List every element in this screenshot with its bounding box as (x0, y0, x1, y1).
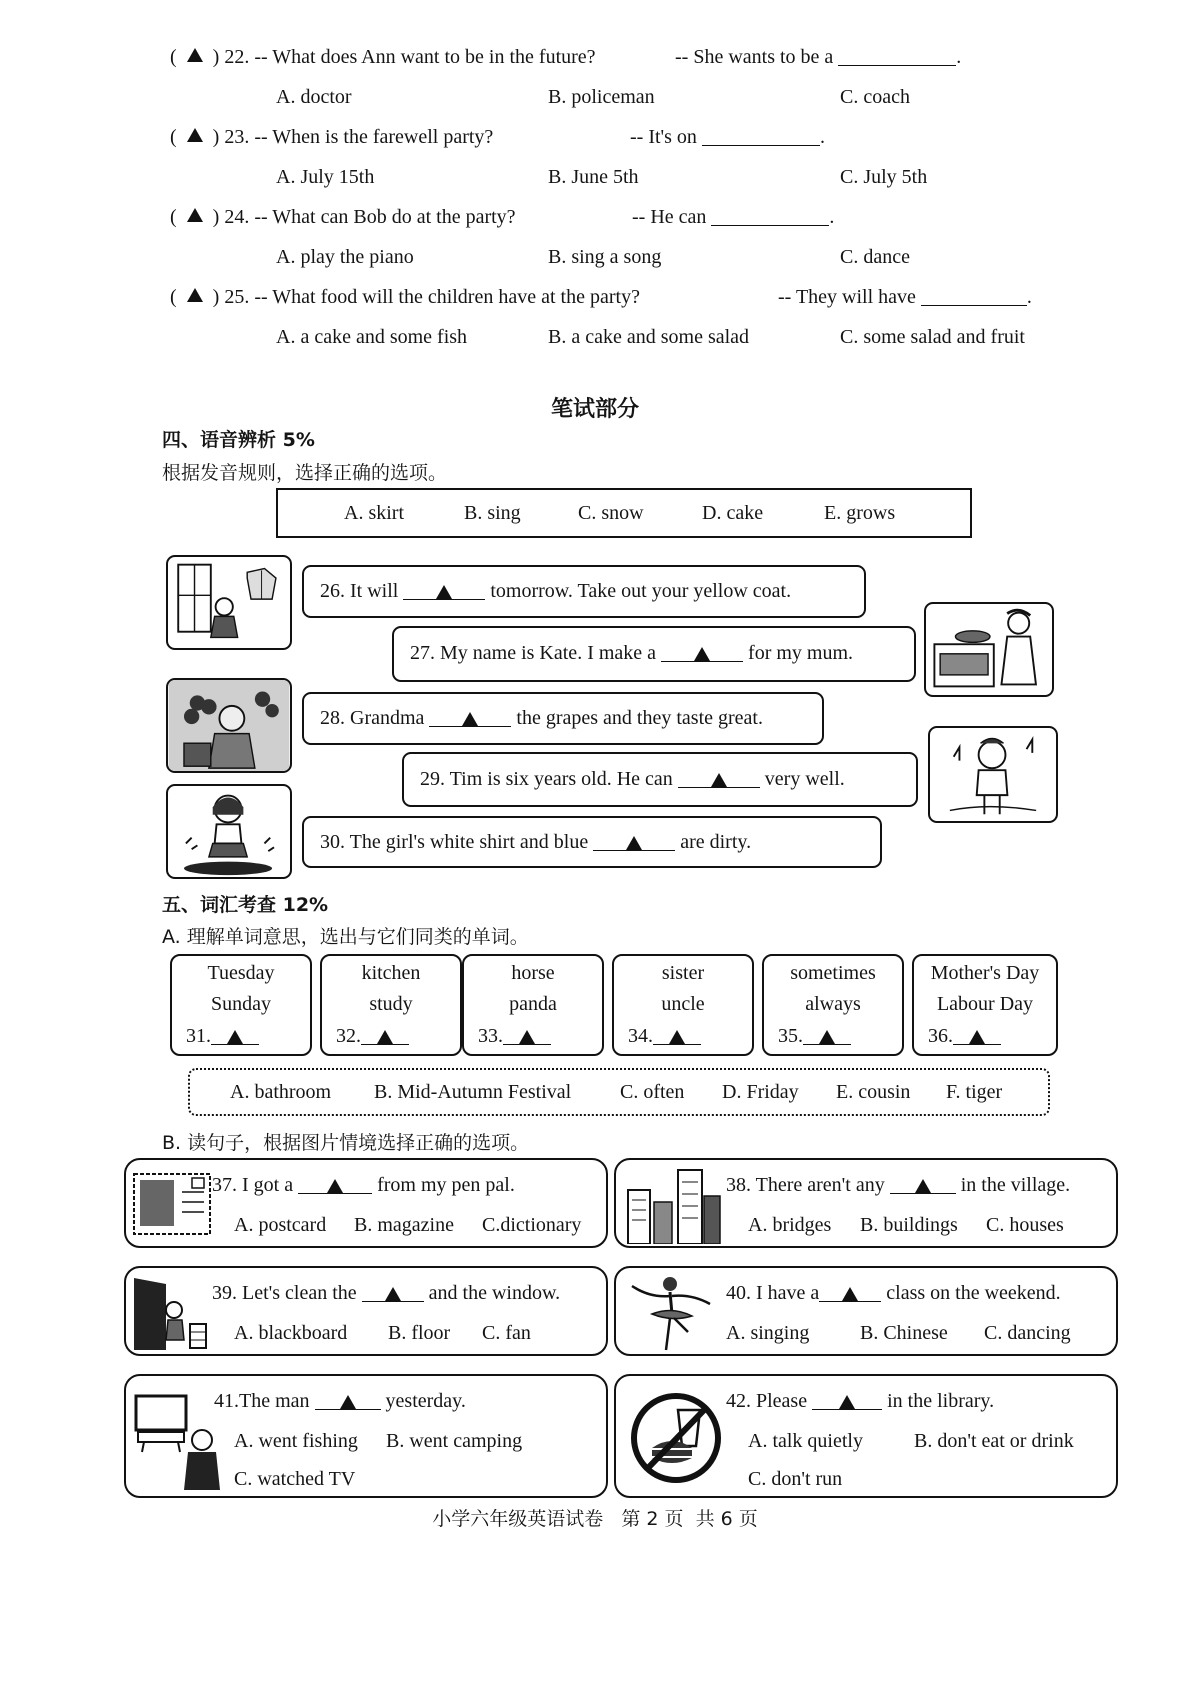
choice-item[interactable]: F. tiger (946, 1081, 1003, 1103)
option-a[interactable]: A. blackboard (234, 1322, 348, 1344)
answer-blank[interactable] (362, 1285, 424, 1302)
option-c[interactable]: C. dancing (984, 1322, 1071, 1344)
option-b[interactable]: B. sing a song (548, 246, 662, 268)
triangle-icon (385, 1287, 401, 1301)
answer-blank[interactable] (298, 1177, 372, 1194)
option-a[interactable]: A. talk quietly (748, 1430, 863, 1452)
option-c[interactable]: C. some salad and fruit (840, 326, 1025, 348)
mcq-box-38: 38. There aren't any in the village. A. bridges B. buildings C. houses (614, 1158, 1118, 1248)
triangle-icon (187, 128, 203, 142)
option-c[interactable]: C. don't run (748, 1468, 843, 1490)
answer-blank[interactable] (361, 1028, 409, 1045)
word-bank-item: C. snow (578, 502, 644, 524)
word-bank-item: D. cake (702, 502, 764, 524)
sentence-box-27: 27. My name is Kate. I make a for my mum. (392, 626, 916, 682)
triangle-icon (187, 288, 203, 302)
section5-partA-instruction: A. 理解单词意思，选出与它们同类的单词。 (162, 926, 529, 948)
word-group-32: kitchen study 32. (320, 954, 462, 1056)
section4-instruction: 根据发音规则，选择正确的选项。 (162, 462, 448, 484)
mcq-box-39: 39. Let's clean the and the window. A. blackboard B. floor C. fan (124, 1266, 608, 1356)
answer-prompt-22: -- She wants to be a . (675, 46, 962, 68)
option-c[interactable]: C. fan (482, 1322, 531, 1344)
answer-blank[interactable] (819, 1285, 881, 1302)
answer-blank[interactable] (593, 834, 675, 851)
option-a[interactable]: A. play the piano (276, 246, 414, 268)
choice-item[interactable]: D. Friday (722, 1081, 799, 1103)
choices-box (188, 1068, 1050, 1116)
option-b[interactable]: B. magazine (354, 1214, 454, 1236)
cleaning-blackboard-icon (132, 1274, 212, 1352)
choice-item[interactable]: B. Mid-Autumn Festival (374, 1081, 572, 1103)
man-watching-tv-icon (132, 1386, 222, 1490)
option-b[interactable]: B. don't eat or drink (914, 1430, 1074, 1452)
singing-boy-picture (928, 726, 1058, 823)
answer-prompt-23: -- It's on . (630, 126, 825, 148)
ballerina-icon (626, 1272, 716, 1354)
option-a[interactable]: A. doctor (276, 86, 352, 108)
answer-blank[interactable] (429, 710, 511, 727)
option-b[interactable]: B. floor (388, 1322, 451, 1344)
woman-baking-cake-icon (926, 604, 1052, 695)
grandma-grapes-picture (166, 678, 292, 773)
answer-blank[interactable] (653, 1028, 701, 1045)
postcard-icon (132, 1172, 212, 1236)
answer-bracket[interactable]: ( ) (170, 286, 220, 308)
option-a[interactable]: A. singing (726, 1322, 810, 1344)
choice-item[interactable]: A. bathroom (230, 1081, 332, 1103)
answer-prompt-25: -- They will have . (778, 286, 1032, 308)
answer-blank[interactable] (953, 1028, 1001, 1045)
option-a[interactable]: A. July 15th (276, 166, 375, 188)
option-b[interactable]: B. June 5th (548, 166, 639, 188)
question-number: 24. (224, 206, 250, 228)
choice-item[interactable]: C. often (620, 1081, 685, 1103)
snow-scene-picture (166, 555, 292, 650)
no-eating-drinking-icon (628, 1386, 724, 1490)
baking-picture (924, 602, 1054, 697)
question-text: -- What food will the children have at the party? (254, 286, 640, 308)
word-group-33: horse panda 33. (462, 954, 604, 1056)
option-b[interactable]: B. Chinese (860, 1322, 948, 1344)
answer-blank[interactable] (403, 583, 485, 600)
word-bank (276, 488, 972, 538)
boy-singing-icon (930, 728, 1056, 821)
dirty-girl-picture (166, 784, 292, 879)
answer-blank[interactable] (702, 129, 820, 146)
answer-prompt-24: -- He can . (632, 206, 835, 228)
option-c[interactable]: C.dictionary (482, 1214, 582, 1236)
option-b[interactable]: B. went camping (386, 1430, 523, 1452)
question-text: -- What does Ann want to be in the future? (254, 46, 596, 68)
triangle-icon (626, 836, 642, 850)
mcq-box-42: 42. Please in the library. A. talk quietly B. don't eat or drink C. don't run (614, 1374, 1118, 1498)
answer-bracket[interactable]: ( ) (170, 46, 220, 68)
word-group-35: sometimes always 35. (762, 954, 904, 1056)
mcq-box-41: 41.The man yesterday. A. went fishing B. went camping C. watched TV (124, 1374, 608, 1498)
sentence-box-30: 30. The girl's white shirt and blue are dirty. (302, 816, 882, 868)
girl-in-mud-icon (168, 786, 290, 877)
answer-blank[interactable] (678, 771, 760, 788)
option-c[interactable]: C. dance (840, 246, 910, 268)
question-text: -- What can Bob do at the party? (254, 206, 516, 228)
word-bank-item: E. grows (824, 502, 896, 524)
answer-blank[interactable] (211, 1028, 259, 1045)
question-number: 22. (224, 46, 250, 68)
triangle-icon (462, 712, 478, 726)
question-number: 23. (224, 126, 250, 148)
option-a[interactable]: A. went fishing (234, 1430, 358, 1452)
answer-blank[interactable] (921, 289, 1027, 306)
option-c[interactable]: C. coach (840, 86, 910, 108)
question-number: 25. (224, 286, 250, 308)
triangle-icon (377, 1030, 393, 1044)
triangle-icon (187, 48, 203, 62)
option-c[interactable]: C. July 5th (840, 166, 928, 188)
question-22 (170, 46, 596, 69)
triangle-icon (711, 773, 727, 787)
triangle-icon (915, 1179, 931, 1193)
answer-bracket[interactable]: ( ) (170, 126, 220, 148)
written-part-title: 笔试部分 (550, 397, 639, 422)
child-at-window-icon (168, 557, 290, 648)
triangle-icon (839, 1395, 855, 1409)
sentence-box-26: 26. It will tomorrow. Take out your yellow coat. (302, 565, 866, 618)
option-b[interactable]: B. policeman (548, 86, 655, 108)
word-group-36: Mother's Day Labour Day 36. (912, 954, 1058, 1056)
answer-blank[interactable] (661, 645, 743, 662)
word-group-34: sister uncle 34. (612, 954, 754, 1056)
triangle-icon (669, 1030, 685, 1044)
mcq-box-37: 37. I got a from my pen pal. A. postcard B. magazine C.dictionary (124, 1158, 608, 1248)
answer-blank[interactable] (711, 209, 829, 226)
word-bank-item: B. sing (464, 502, 521, 524)
triangle-icon (969, 1030, 985, 1044)
triangle-icon (819, 1030, 835, 1044)
sentence-box-28: 28. Grandma the grapes and they taste great. (302, 692, 824, 745)
question-text: -- When is the farewell party? (254, 126, 494, 148)
answer-blank[interactable] (803, 1028, 851, 1045)
section5-title: 五、词汇考查 12% (162, 894, 329, 916)
section4-title: 四、语音辨析 5% (162, 429, 315, 451)
grandma-grapes-icon (168, 680, 290, 771)
option-b[interactable]: B. buildings (860, 1214, 958, 1236)
answer-blank[interactable] (315, 1393, 381, 1410)
triangle-icon (436, 585, 452, 599)
triangle-icon (519, 1030, 535, 1044)
answer-blank[interactable] (503, 1028, 551, 1045)
sentence-box-29: 29. Tim is six years old. He can very well. (402, 752, 918, 807)
option-c[interactable]: C. houses (986, 1214, 1064, 1236)
option-a[interactable]: A. postcard (234, 1214, 327, 1236)
triangle-icon (227, 1030, 243, 1044)
answer-bracket[interactable]: ( ) (170, 206, 220, 228)
mcq-box-40: 40. I have a class on the weekend. A. singing B. Chinese C. dancing (614, 1266, 1118, 1356)
option-b[interactable]: B. a cake and some salad (548, 326, 750, 348)
answer-blank[interactable] (890, 1177, 956, 1194)
triangle-icon (187, 208, 203, 222)
triangle-icon (842, 1287, 858, 1301)
page-footer: 小学六年级英语试卷 第 2 页 共 6 页 (432, 1508, 758, 1530)
word-group-31: Tuesday Sunday 31. (170, 954, 312, 1056)
question-24 (170, 206, 516, 229)
question-23 (170, 126, 493, 149)
section5-partB-instruction: B. 读句子，根据图片情境选择正确的选项。 (162, 1132, 530, 1154)
answer-blank[interactable] (838, 49, 956, 66)
option-a[interactable]: A. bridges (748, 1214, 832, 1236)
option-c[interactable]: C. watched TV (234, 1468, 356, 1490)
question-25 (170, 286, 640, 309)
option-a[interactable]: A. a cake and some fish (276, 326, 468, 348)
word-bank-item: A. skirt (344, 502, 404, 524)
buildings-icon (624, 1166, 724, 1244)
choice-item[interactable]: E. cousin (836, 1081, 911, 1103)
triangle-icon (327, 1179, 343, 1193)
triangle-icon (340, 1395, 356, 1409)
answer-blank[interactable] (812, 1393, 882, 1410)
triangle-icon (694, 647, 710, 661)
